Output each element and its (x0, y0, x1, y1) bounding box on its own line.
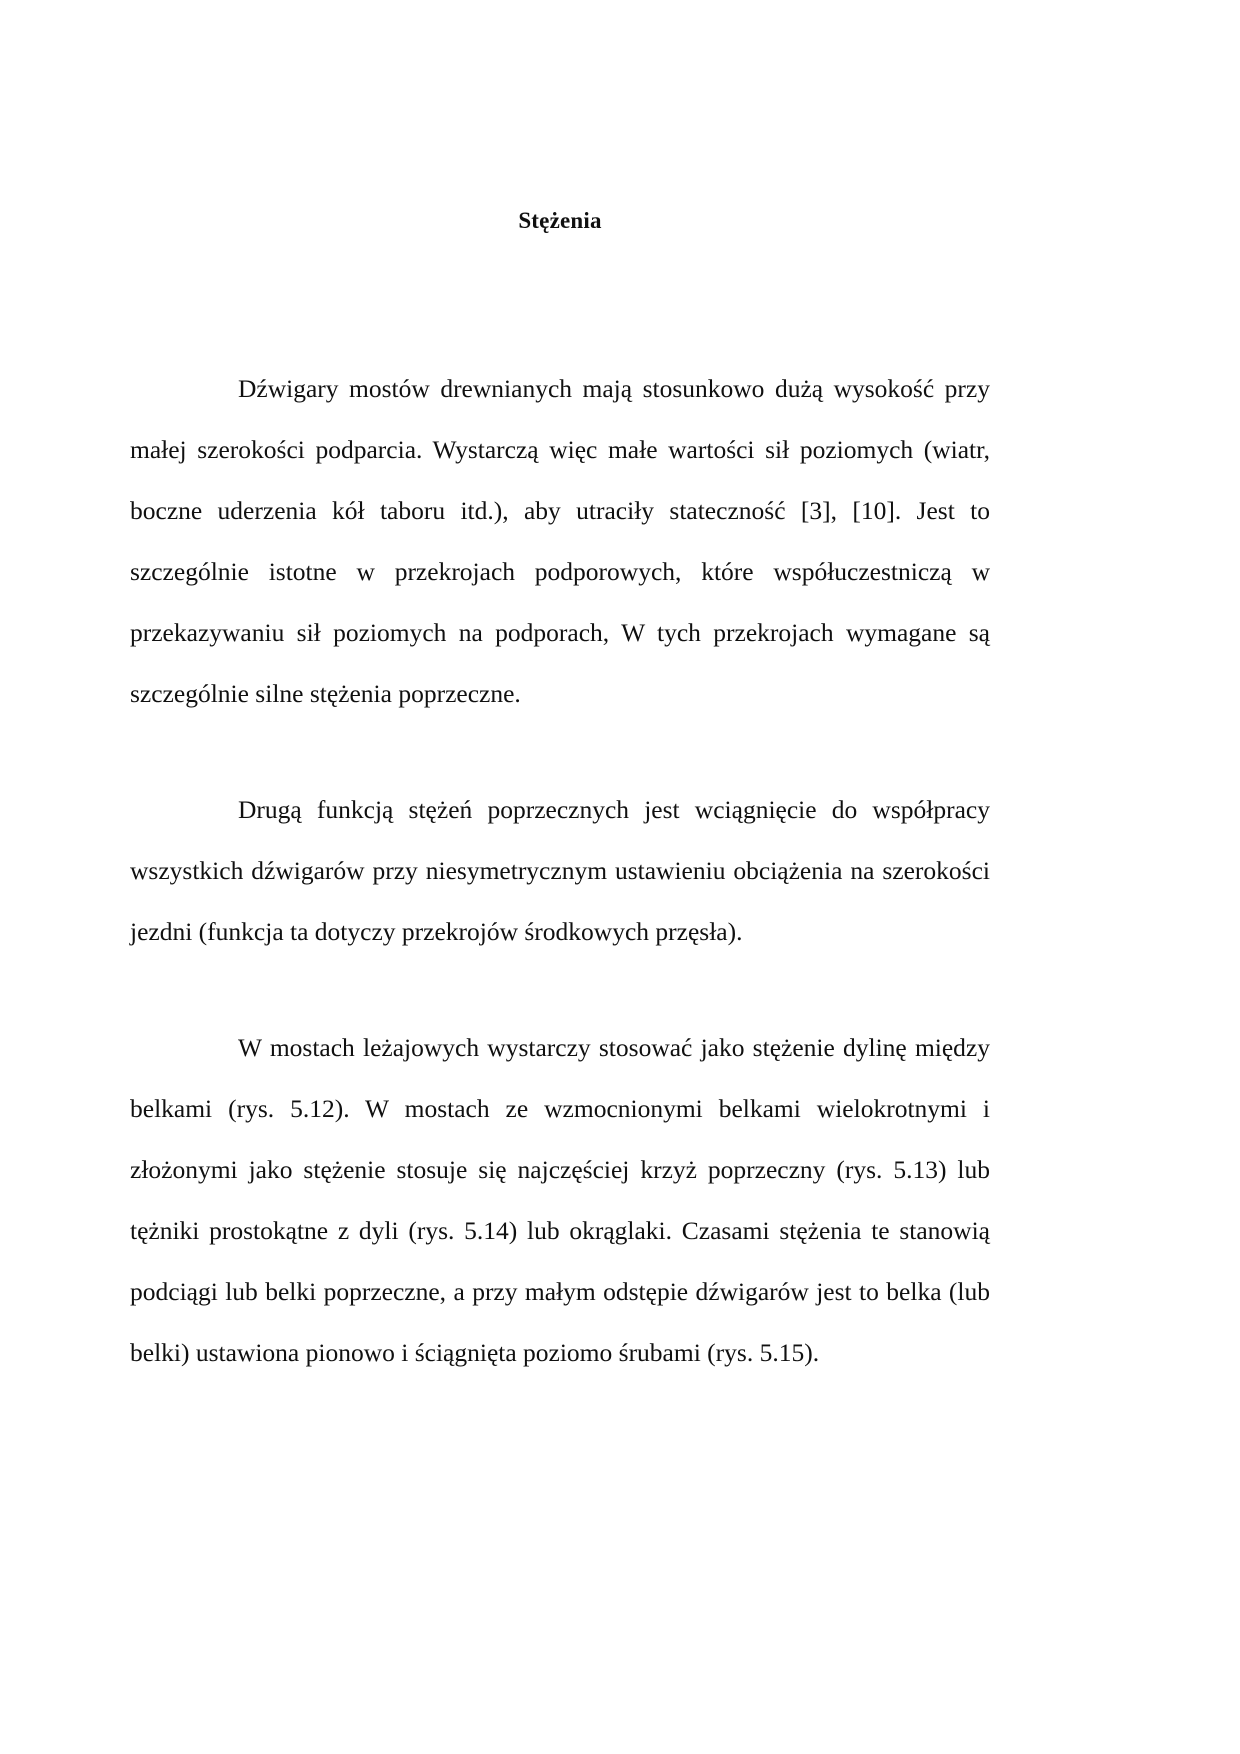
page-title: Stężenia (518, 208, 602, 233)
paragraph-1: Dźwigary mostów drewnianych mają stosunkowo dużą wysokość przy małej szerokości podparcia. Wystarczą więc małe wartości sił poziomych (wiatr, boczne uderzenia kół taboru itd.), aby utraciły stateczność [3], [10]. Jest to szczególnie istotne w przekrojach podporowych, które współuczestniczą w przekazywaniu sił poziomych na podporach, W tych przekrojach wymagane są szczególnie silne stężenia poprzeczne. (130, 374, 990, 708)
paragraph-2: Drugą funkcją stężeń poprzecznych jest wciągnięcie do współpracy wszystkich dźwigarów przy niesymetrycznym ustawieniu obciążenia na szerokości jezdni (funkcja ta dotyczy przekrojów środkowych przęsła). (130, 795, 990, 946)
paragraph-3: W mostach leżajowych wystarczy stosować jako stężenie dylinę między belkami (rys. 5.12). W mostach ze wzmocnionymi belkami wielokrotnymi i złożonymi jako stężenie stosuje się najczęściej krzyż poprzeczny (rys. 5.13) lub tężniki prostokątne z dyli (rys. 5.14) lub okrąglaki. Czasami stężenia te stanowią podciągi lub belki poprzeczne, a przy małym odstępie dźwigarów jest to belka (lub belki) ustawiona pionowo i ściągnięta poziomo śrubami (rys. 5.15). (130, 1033, 990, 1367)
document-body (130, 0, 990, 1383)
